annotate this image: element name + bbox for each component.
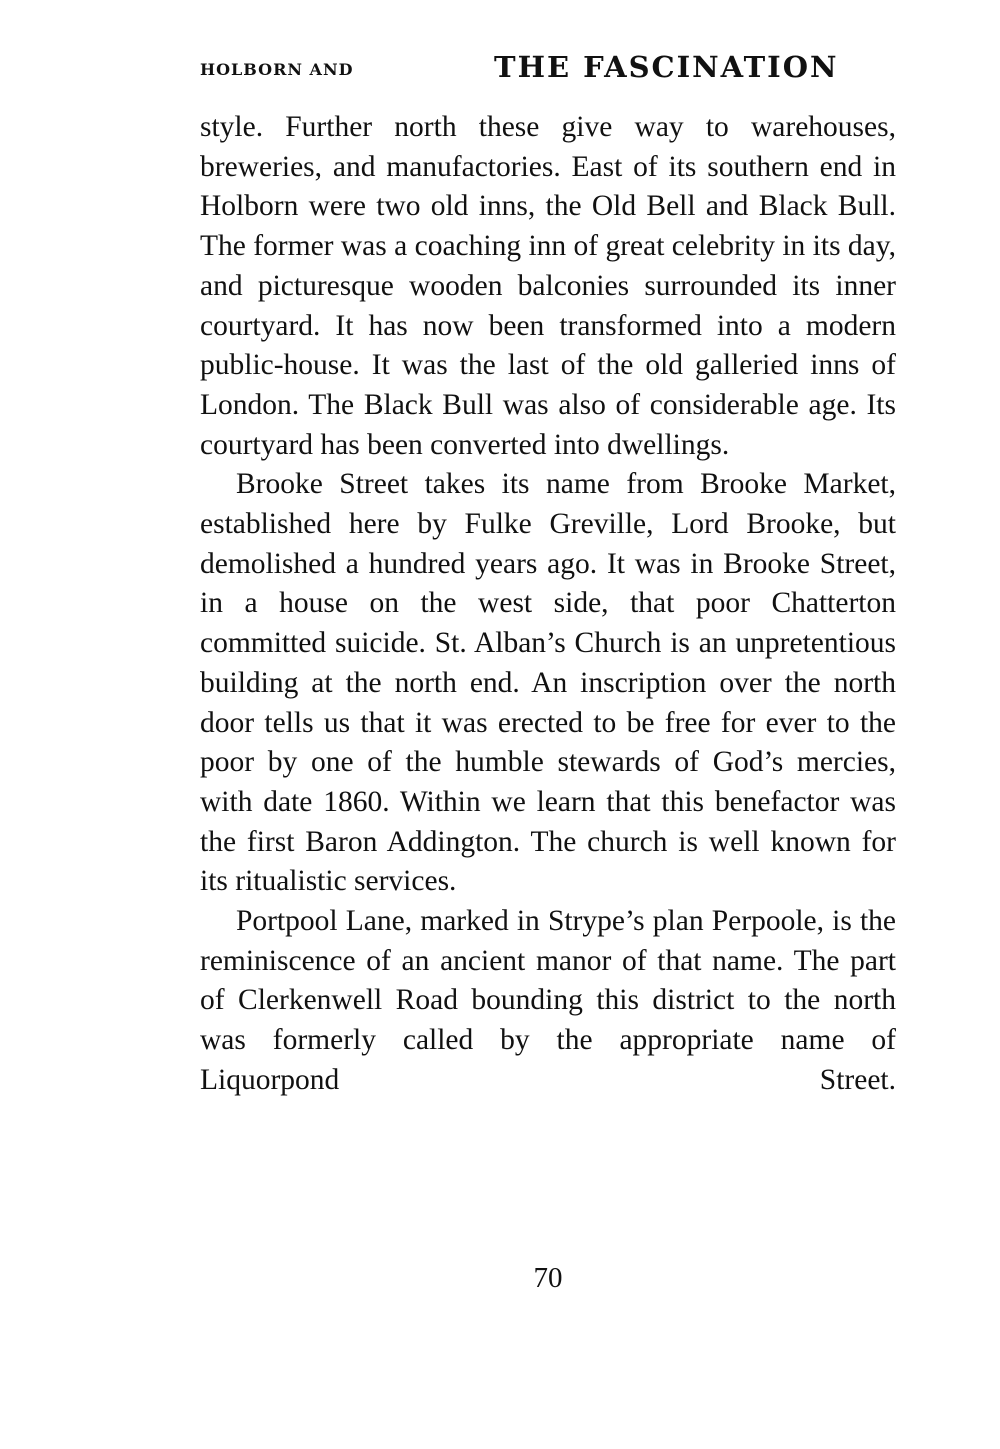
paragraph-3: Portpool Lane, marked in Strype’s plan Perpoole, is the reminiscence of an ancient manor of that name. The part of Clerkenwell Road bounding this district to the north was formerly called by the appropriate name of Liquorpond Street. bbox=[200, 905, 896, 1096]
running-head bbox=[200, 50, 896, 90]
running-head-left: HOLBORN AND bbox=[200, 60, 354, 79]
page-number: 70 bbox=[533, 1262, 563, 1294]
running-head-right: THE FASCINATION bbox=[494, 50, 839, 84]
paragraph-1: style. Further north these give way to warehouses, breweries, and manufactories. East of its southern end in Holborn were two old inns, the Old Bell and Black Bull. The former was a coaching inn of great celebrity in its day, and picturesque wooden balconies surrounded its inner courtyard. It has now been transformed into a modern public-house. It was the last of the old galleried inns of London. The Black Bull was also of considerable age. Its courtyard has been converted into dwellings. bbox=[200, 111, 896, 461]
body-text bbox=[200, 108, 896, 1101]
paragraph-2: Brooke Street takes its name from Brooke Market, established here by Fulke Greville, Lord Brooke, but demolished a hundred years ago. It was in Brooke Street, in a house on the west side, that poor Chatterton committed suicide. St. Alban’s Church is an unpretentious building at the north end. An inscription over the north door tells us that it was erected to be free for ever to the poor by one of the humble stewards of God’s mercies, with date 1860. Within we learn that this benefactor was the first Baron Addington. The church is well known for its ritualistic services. bbox=[200, 468, 896, 898]
book-page bbox=[200, 0, 896, 1449]
